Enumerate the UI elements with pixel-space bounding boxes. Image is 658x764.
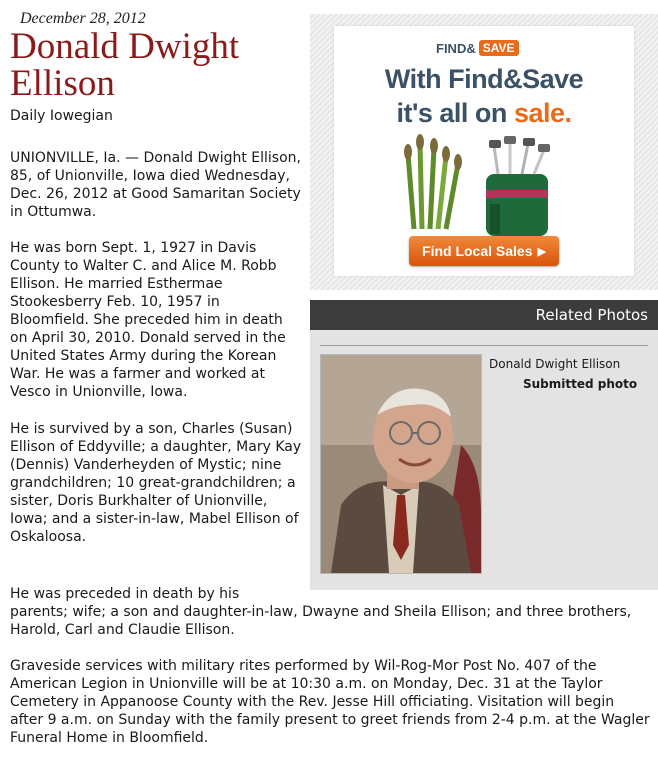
ad-line2-prefix: it's all on (396, 98, 514, 128)
related-photos-title: Related Photos (535, 306, 648, 324)
logo-find-text: FIND& (436, 40, 476, 56)
related-photo-thumbnail[interactable] (320, 354, 482, 574)
related-photos-header (310, 300, 658, 330)
golf-bag-icon (486, 136, 550, 236)
article-headline (10, 28, 300, 102)
find-local-sales-label: Find Local Sales (422, 243, 533, 259)
article-paragraph: parents; wife; a son and daughter-in-law, Dwayne and Sheila Ellison; and three brothers, Harold, Carl and Claudie Ellison. (10, 604, 632, 638)
logo-save-badge: SAVE (479, 40, 519, 56)
article-paragraph: He is survived by a son, Charles (Susan) Ellison of Eddyville; a daughter, Mary Kay (Dennis) Vanderheyden of Mystic; nine grandchildren; 10 great-grandchildren; a sister, Doris Burkhalter of Unionville, Iowa; and a sister-in-law, Mabel Ellison of Oskaloosa. (10, 421, 302, 545)
photo-caption-name: Donald Dwight Ellison (489, 357, 621, 371)
article-paragraph: He was born Sept. 1, 1927 in Davis County to Walter C. and Alice M. Robb Ellison. He married Esthermae Stookesberry Feb. 10, 1957 in Bloomfield. She preceded him in death on April 30, 2010. Donald served in the United States Army during the Korean War. He was a farmer and worked at Vesco in Unionville, Iowa. (10, 240, 286, 400)
ad-line2-accent: sale. (513, 98, 572, 128)
ad-card[interactable] (334, 26, 634, 276)
divider (320, 345, 648, 346)
portrait-photo (321, 355, 481, 573)
headline-line-1: Donald Dwight (10, 26, 240, 67)
headline-line-2: Ellison (10, 63, 115, 104)
article-paragraph: He was preceded in death by his (10, 586, 240, 602)
asparagus-golfbag-illustration (394, 134, 574, 239)
article-date: December 28, 2012 (20, 10, 146, 27)
related-photos-panel (310, 300, 658, 590)
article-paragraph: UNIONVILLE, Ia. — Donald Dwight Ellison, 85, of Unionville, Iowa died Wednesday, Dec. 26, 2012 at Good Samaritan Society in Ottumwa. (10, 150, 301, 220)
ad-headline-line-1: With Find&Save (384, 64, 584, 94)
chevron-right-icon: ▶ (537, 245, 546, 258)
find-local-sales-button[interactable] (409, 236, 559, 266)
advertisement[interactable] (310, 14, 658, 290)
article-source: Daily Iowegian (10, 108, 113, 124)
find-save-logo (436, 38, 519, 58)
ad-headline-line-2 (334, 98, 634, 129)
asparagus-icon (404, 134, 462, 229)
article-paragraph: Graveside services with military rites performed by Wil-Rog-Mor Post No. 407 of the American Legion in Unionville will be at 10:30 a.m. on Monday, Dec. 31 at the Taylor Cemetery in Appanoose County with the Rev. Jesse Hill officiating. Visitation will begin after 9 a.m. on Sunday with the family present to greet friends from 2-4 p.m. at the Wagler Funeral Home in Bloomfield. (10, 658, 650, 746)
photo-caption-credit: Submitted photo (523, 377, 638, 391)
